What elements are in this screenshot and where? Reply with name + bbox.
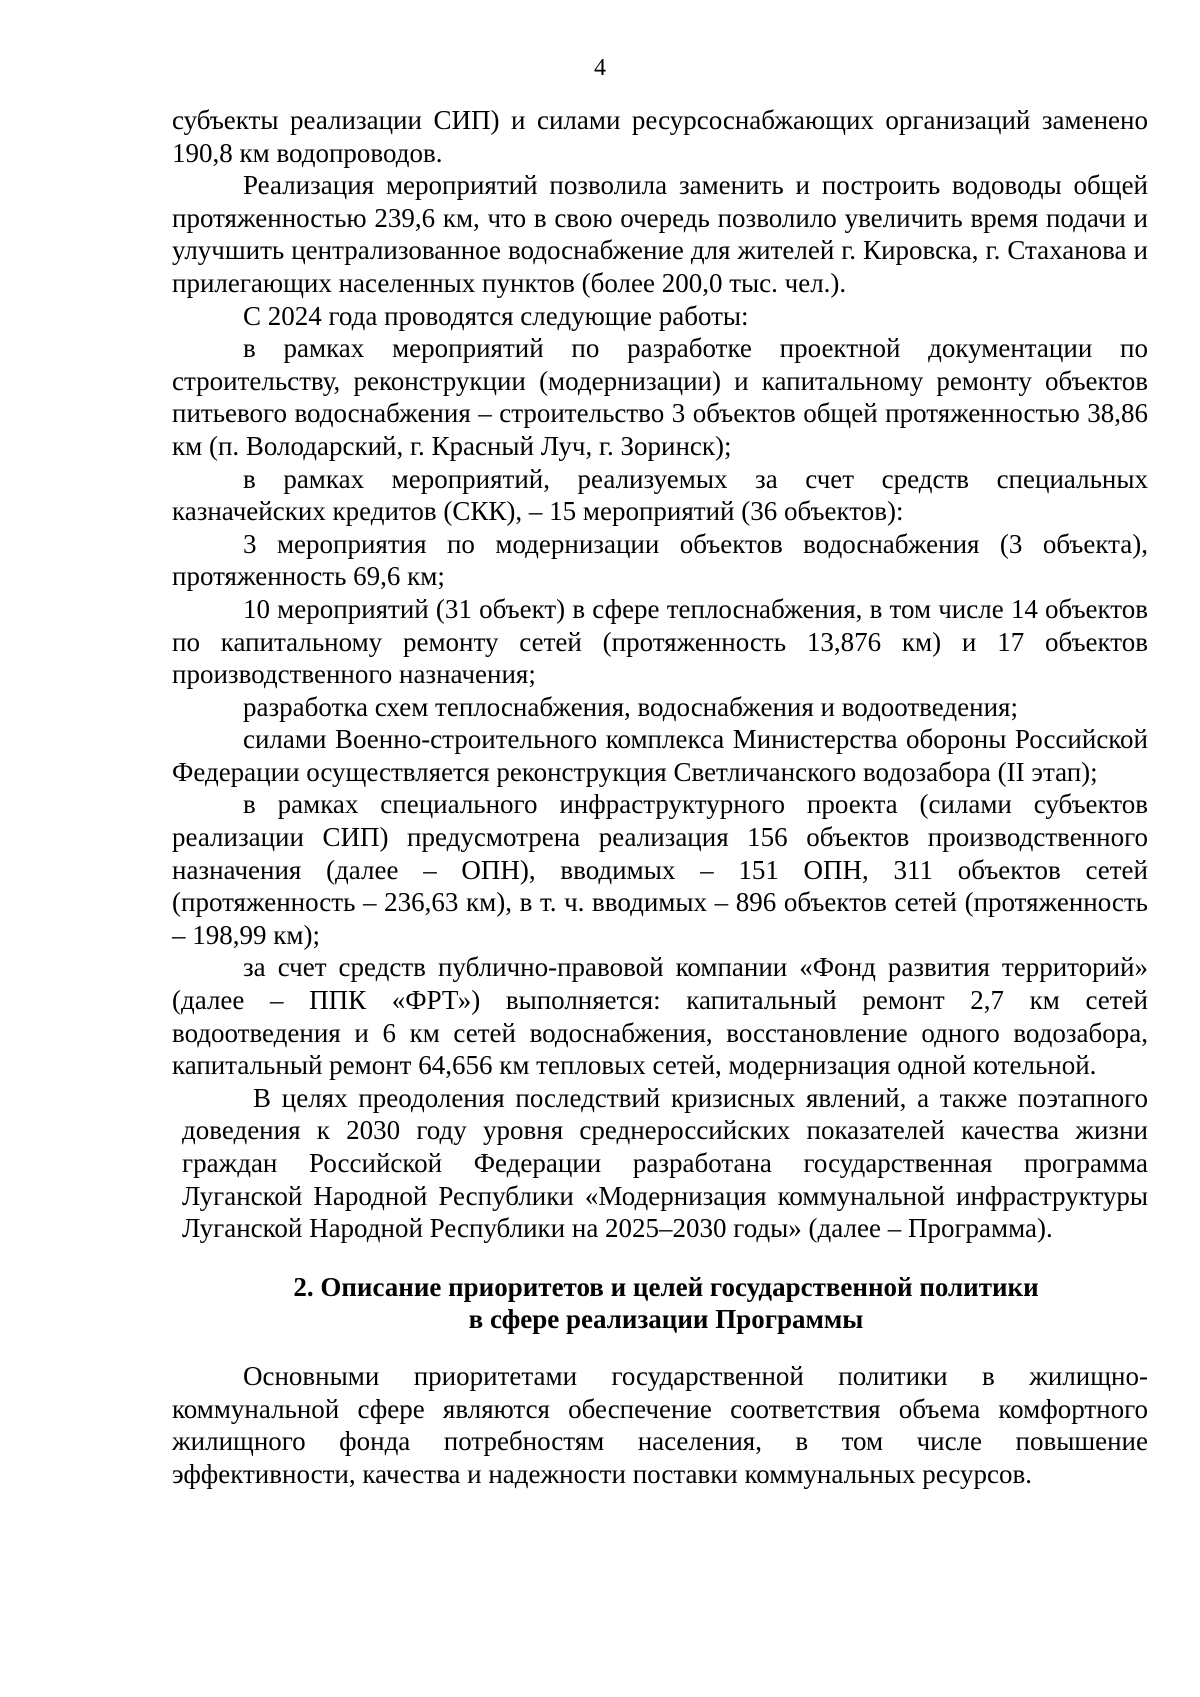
section-heading-line-2: в сфере реализации Программы — [468, 1304, 864, 1335]
paragraph-continuation: субъекты реализации СИП) и силами ресурсоснабжающих организаций заменено 190,8 км водопроводов. — [172, 105, 1148, 168]
paragraph-schemes: разработка схем теплоснабжения, водоснабжения и водоотведения; — [243, 691, 1018, 722]
paragraph-military-construction: силами Военно-строительного комплекса Министерства обороны Российской Федерации осуществляется реконструкция Светличанского водозабора (II этап); — [172, 724, 1148, 787]
section-heading-line-1: 2. Описание приоритетов и целей государственной политики — [293, 1271, 1039, 1302]
paragraph-works-2024: С 2024 года проводятся следующие работы: — [243, 300, 749, 331]
paragraph-program-goals: В целях преодоления последствий кризисных явлений, а также поэтапного доведения к 2030 году уровня среднероссийских показателей качества жизни граждан Российской Федерации разработана государственная программа Луганской Народной Республики «Модернизация коммунальной инфраструктуры Луганской Народной Республики на 2025–2030 годы» (далее – Программа). — [182, 1082, 1148, 1244]
paragraph-special-project: в рамках специального инфраструктурного проекта (силами субъектов реализации СИП) предусмотрена реализация 156 объектов производственного назначения (далее – ОПН), вводимых – 151 ОПН, 311 объектов сетей (протяженность – 236,63 км), в т. ч. вводимых – 896 объектов сетей (протяженность – 198,99 км); — [172, 789, 1148, 950]
section-heading — [172, 1271, 1148, 1336]
paragraph-treasury-credits: в рамках мероприятий, реализуемых за счет средств специальных казначейских кредитов (СКК), – 15 мероприятий (36 объектов): — [172, 463, 1148, 527]
paragraph-frt-fund: за счет средств публично-правовой компании «Фонд развития территорий» (далее – ППК «ФРТ») выполняется: капитальный ремонт 2,7 км сетей водоотведения и 6 км сетей водоснабжения, восстановление одного водозабора, капитальный ремонт 64,656 км тепловых сетей, модернизация одной котельной. — [172, 952, 1148, 1081]
document-body — [172, 104, 1148, 1490]
paragraph-implementation: Реализация мероприятий позволила заменить и построить водоводы общей протяженностью 239,6 км, что в свою очередь позволило увеличить время подачи и улучшить централизованное водоснабжение для жителей г. Кировска, г. Стаханова и прилегающих населенных пунктов (более 200,0 тыс. чел.). — [172, 170, 1148, 298]
paragraph-water-supply-modernization: 3 мероприятия по модернизации объектов водоснабжения (3 объекта), протяженность 69,6 км; — [172, 528, 1148, 592]
paragraph-heat-supply: 10 мероприятий (31 объект) в сфере теплоснабжения, в том числе 14 объектов по капитальному ремонту сетей (протяженность 13,876 км) и 17 объектов производственного назначения; — [172, 593, 1148, 690]
paragraph-design-documentation: в рамках мероприятий по разработке проектной документации по строительству, реконструкции (модернизации) и капитальному ремонту объектов питьевого водоснабжения – строительство 3 объектов общей протяженностью 38,86 км (п. Володарский, г. Красный Луч, г. Зоринск); — [172, 333, 1148, 461]
paragraph-priorities: Основными приоритетами государственной политики в жилищно-коммунальной сфере являются обеспечение соответствия объема комфортного жилищного фонда потребностям населения, в том числе повышение эффективности, качества и надежности поставки коммунальных ресурсов. — [172, 1360, 1148, 1489]
page-number: 4 — [594, 55, 606, 81]
